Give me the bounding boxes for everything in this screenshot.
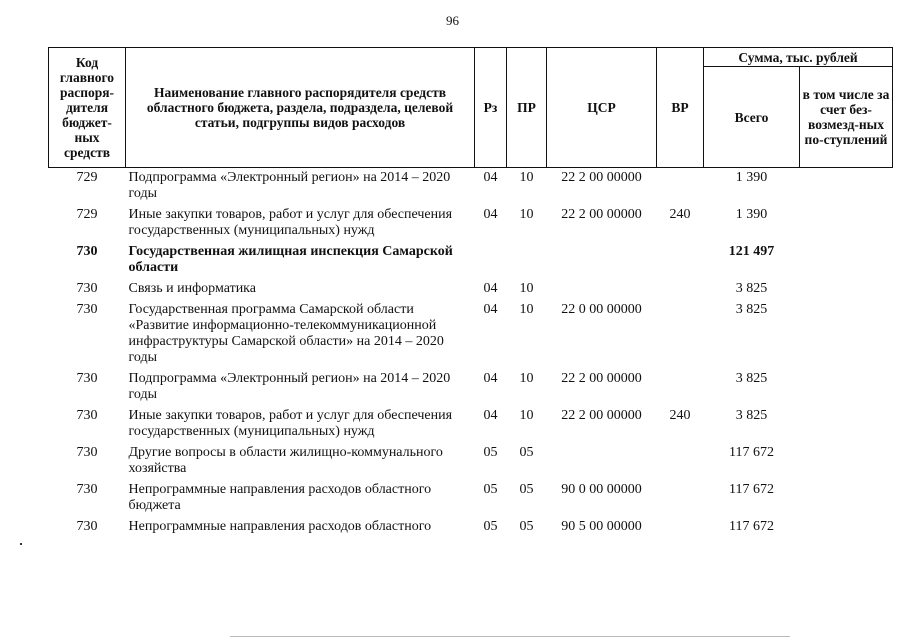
row-incl xyxy=(800,205,893,242)
table-row xyxy=(49,406,893,443)
row-total: 117 672 xyxy=(729,445,774,460)
row-vr: 240 xyxy=(669,207,691,222)
header-pr: ПР xyxy=(507,48,547,168)
row-vr xyxy=(657,168,704,206)
scan-mark xyxy=(20,543,22,545)
row-name: Подпрограмма «Электронный регион» на 2014 – 2020 годы xyxy=(128,371,451,402)
table-row xyxy=(49,443,893,480)
row-total: 1 390 xyxy=(735,170,768,185)
row-pr: 10 xyxy=(519,170,534,185)
row-total: 3 825 xyxy=(735,371,768,386)
page-number: 96 xyxy=(446,13,459,28)
row-rz: 04 xyxy=(483,408,498,423)
table-row xyxy=(49,517,893,538)
table-row xyxy=(49,242,893,279)
row-csr xyxy=(547,242,657,279)
row-incl xyxy=(800,300,893,369)
row-pr: 05 xyxy=(519,445,534,460)
row-name: Государственная жилищная инспекция Самарской области xyxy=(128,244,453,275)
row-pr xyxy=(507,242,547,279)
row-incl xyxy=(800,168,893,206)
row-code: 730 xyxy=(76,281,98,296)
row-incl xyxy=(800,279,893,300)
row-total: 117 672 xyxy=(729,482,774,497)
bottom-rule xyxy=(230,636,790,637)
header-code: Код главного распоря-дителя бюджет-ных средств xyxy=(49,48,126,168)
row-rz: 05 xyxy=(483,445,498,460)
row-rz: 05 xyxy=(483,482,498,497)
row-incl xyxy=(800,443,893,480)
header-incl: в том числе за счет без-возмезд-ных по-ступлений xyxy=(800,67,893,168)
row-code: 730 xyxy=(76,408,98,423)
row-incl xyxy=(800,480,893,517)
row-code: 730 xyxy=(76,519,98,534)
row-name: Подпрограмма «Электронный регион» на 2014 – 2020 годы xyxy=(128,170,451,201)
row-incl xyxy=(800,369,893,406)
row-rz: 04 xyxy=(483,371,498,386)
header-rz: Рз xyxy=(475,48,507,168)
row-rz: 04 xyxy=(483,170,498,185)
table-row xyxy=(49,480,893,517)
row-pr: 10 xyxy=(519,302,534,317)
row-name: Иные закупки товаров, работ и услуг для обеспечения государственных (муниципальных) нужд xyxy=(128,408,453,439)
row-csr xyxy=(547,279,657,300)
row-rz xyxy=(475,242,507,279)
row-code: 730 xyxy=(76,445,98,460)
row-rz: 04 xyxy=(483,207,498,222)
table-row xyxy=(49,168,893,206)
row-vr xyxy=(657,369,704,406)
header-name: Наименование главного распорядителя средств областного бюджета, раздела, подраздела, целевой статьи, подгруппы видов расходов xyxy=(126,48,475,168)
row-code: 730 xyxy=(76,302,98,317)
row-name: Связь и информатика xyxy=(128,281,256,296)
row-code: 730 xyxy=(76,371,98,386)
row-incl xyxy=(800,406,893,443)
row-rz: 05 xyxy=(483,519,498,534)
row-code: 730 xyxy=(76,244,98,259)
row-pr: 05 xyxy=(519,519,534,534)
row-csr: 22 2 00 00000 xyxy=(561,371,642,386)
row-pr: 05 xyxy=(519,482,534,497)
header-total: Всего xyxy=(704,67,800,168)
row-vr xyxy=(657,300,704,369)
row-pr: 10 xyxy=(519,281,534,296)
budget-table xyxy=(48,47,893,538)
row-total: 117 672 xyxy=(729,519,774,534)
row-csr: 22 2 00 00000 xyxy=(561,408,642,423)
row-code: 729 xyxy=(76,170,98,185)
row-name: Непрограммные направления расходов областного бюджета xyxy=(128,482,432,513)
table-row xyxy=(49,205,893,242)
table-row xyxy=(49,369,893,406)
row-csr: 22 2 00 00000 xyxy=(561,207,642,222)
row-incl xyxy=(800,517,893,538)
row-total: 3 825 xyxy=(735,302,768,317)
row-vr xyxy=(657,517,704,538)
row-name: Непрограммные направления расходов областного xyxy=(128,519,432,534)
row-total: 121 497 xyxy=(728,244,775,259)
row-total: 3 825 xyxy=(735,408,768,423)
table-row xyxy=(49,279,893,300)
row-vr xyxy=(657,443,704,480)
row-name: Государственная программа Самарской области «Развитие информационно-телекоммуникационной инфраструктуры Самарской области» на 2014 – 2020 годы xyxy=(128,302,444,365)
row-pr: 10 xyxy=(519,207,534,222)
row-csr: 90 0 00 00000 xyxy=(561,482,642,497)
row-vr xyxy=(657,279,704,300)
table-header xyxy=(49,48,893,168)
header-sum-group: Сумма, тыс. рублей xyxy=(704,48,893,67)
row-name: Иные закупки товаров, работ и услуг для обеспечения государственных (муниципальных) нужд xyxy=(128,207,453,238)
row-pr: 10 xyxy=(519,408,534,423)
row-name: Другие вопросы в области жилищно-коммунального хозяйства xyxy=(128,445,443,476)
row-vr xyxy=(657,242,704,279)
row-vr: 240 xyxy=(669,408,691,423)
row-total: 3 825 xyxy=(735,281,768,296)
table-row xyxy=(49,300,893,369)
row-csr: 22 0 00 00000 xyxy=(561,302,642,317)
row-csr: 22 2 00 00000 xyxy=(561,170,642,185)
row-csr: 90 5 00 00000 xyxy=(561,519,642,534)
row-incl xyxy=(800,242,893,279)
row-vr xyxy=(657,480,704,517)
row-pr: 10 xyxy=(519,371,534,386)
row-total: 1 390 xyxy=(735,207,768,222)
row-code: 730 xyxy=(76,482,98,497)
row-csr xyxy=(547,443,657,480)
row-rz: 04 xyxy=(483,281,498,296)
row-rz: 04 xyxy=(483,302,498,317)
table-body xyxy=(49,168,893,539)
header-csr: ЦСР xyxy=(547,48,657,168)
header-vr: ВР xyxy=(657,48,704,168)
row-code: 729 xyxy=(76,207,98,222)
